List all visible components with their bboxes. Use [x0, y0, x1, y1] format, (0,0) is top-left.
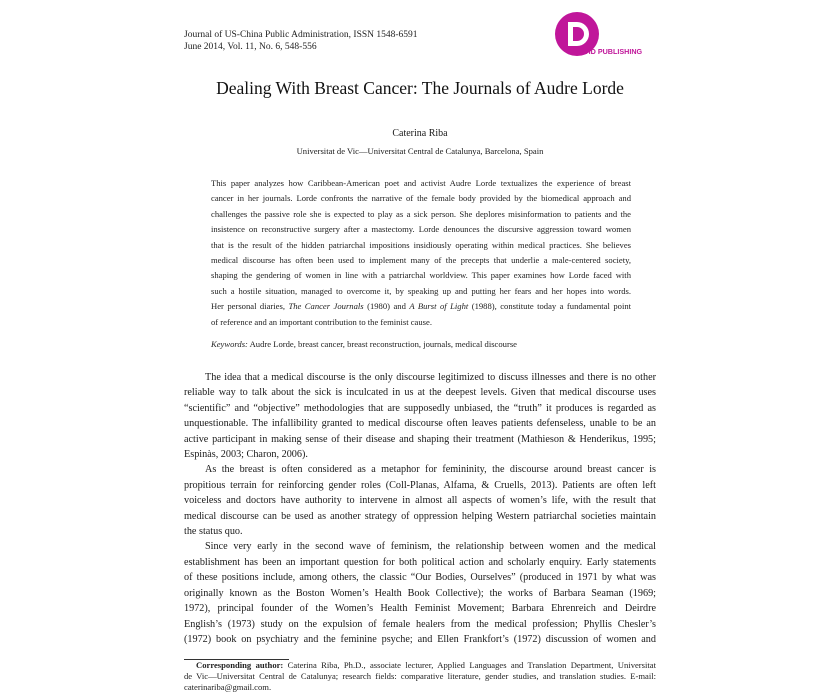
body-line: English’s (1973) study on the expulsion of female healers from the medical profession; Phyllis Chesler’s — [184, 618, 656, 630]
abstract-text: (1988), constitute today a fundamental point — [468, 301, 632, 312]
footnote-label: Corresponding author: — [196, 660, 284, 670]
body-line: establishment has been an important question for both political action and scholarly enquiry. Early statements — [184, 556, 656, 568]
body-line: As the breast is often considered as a metaphor for femininity, the discourse around breast cancer is — [205, 464, 656, 476]
keywords-label: Keywords: — [211, 339, 248, 349]
body-line: active participant in making sense of their disease and shaping their treatment (Mathieson & Henderikus, 1995; — [184, 433, 656, 445]
footnote — [184, 660, 656, 693]
abstract-line: challenges the passive role she is expected to play as a sick person. She deplores misinformation to patients and the — [211, 208, 631, 219]
abstract-line: such a hostile situation, managed to overcome it, by speaking up and putting her fears and her hopes into words. — [211, 285, 631, 296]
body-line: propitious terrain for reinforcing gender roles (Coll-Planas, Alfama, & Cruells, 2013). Patients are often left — [184, 479, 656, 491]
keywords — [211, 339, 517, 349]
journal-info — [184, 29, 418, 53]
body-line: the status quo. — [184, 526, 243, 538]
body-line: 1972), principal founder of the Women’s Health Feminist Movement; Barbara Ehrenreich and Deirdre — [184, 603, 656, 615]
body-text — [184, 370, 656, 647]
logo-text: DAVID PUBLISHING — [574, 47, 643, 56]
abstract-line — [211, 299, 631, 314]
keywords-list: Audre Lorde, breast cancer, breast reconstruction, journals, medical discourse — [247, 339, 517, 349]
body-line: Espinàs, 2003; Charon, 2006). — [184, 449, 308, 461]
book-title: The Cancer Journals — [288, 301, 364, 312]
body-line: “scientific” and “objective” methodologies that are supposedly unbiased, the “truth” it produces is regarded as — [184, 402, 656, 414]
footnote-line — [184, 660, 656, 671]
body-line: originally known as the Boston Women’s Health Book Collective); the works of Barbara Seaman (1969; — [184, 587, 656, 599]
footnote-text: Caterina Riba, Ph.D., associate lecturer, Applied Languages and Translation Department, Universitat — [283, 660, 656, 670]
author-name: Caterina Riba — [392, 128, 448, 139]
body-line: unquestionable. The infallibility granted to medical discourse often leaves patients defenseless, unable to be an — [184, 418, 656, 430]
abstract — [211, 176, 631, 330]
body-line: The idea that a medical discourse is the only discourse legitimized to discuss illnesses and there is no other — [205, 372, 656, 383]
abstract-text: (1980) and — [363, 301, 410, 312]
author-affiliation: Universitat de Vic—Universitat Central de Catalunya, Barcelona, Spain — [296, 146, 544, 156]
footnote-email: caterinariba@gmail.com. — [184, 682, 272, 692]
publisher-logo — [552, 10, 662, 62]
abstract-line: insistence on reconstructive surgery after a mastectomy. Lorde denounces the discursive aggression toward women — [211, 224, 631, 235]
body-line: of these positions include, among others, the classic “Our Bodies, Ourselves” (produced in 1971 by what was — [184, 572, 656, 584]
abstract-line: of reference and an important contribution to the feminist cause. — [211, 316, 432, 327]
paper-title: Dealing With Breast Cancer: The Journals of Audre Lorde — [216, 78, 624, 98]
footnote-line: de Vic—Universitat Central de Catalunya; research fields: comparative literature, gender studies, and translation studies. E-mail: — [184, 671, 656, 681]
abstract-line: that is the result of the hidden patriarchal impositions insidiously operating within medical practices. She believes — [211, 239, 631, 250]
journal-issue: June 2014, Vol. 11, No. 6, 548-556 — [184, 42, 317, 52]
abstract-line: shaping the gendering of women in line with a patriarchal worldview. This paper examines how Lorde faced with — [211, 270, 631, 281]
body-line: reliable way to talk about the sick is inculcated in us at the deepest levels. Given that medical discourse uses — [184, 387, 656, 399]
body-line: voiceless and doctors have authority to intervene in almost all aspects of women’s life, with the result that — [184, 495, 656, 507]
abstract-text: Her personal diaries, — [211, 301, 289, 312]
book-title: A Burst of Light — [409, 301, 469, 312]
abstract-line: cancer in her journals. Lorde confronts the narrative of the female body provided by the biomedical approach and — [211, 193, 631, 204]
body-line: medical discourse can be used as another strategy of oppression helping Western patriarchal societies maintain — [184, 510, 656, 522]
abstract-line: medical discourse has often been used to implement many of the precepts that underlie a male-centered society, — [211, 255, 631, 266]
abstract-line: This paper analyzes how Caribbean-American poet and activist Audre Lorde textualizes the experience of breast — [211, 178, 631, 188]
journal-citation: Journal of US-China Public Administration, ISSN 1548-6591 — [184, 30, 418, 40]
body-line: Since very early in the second wave of feminism, the relationship between women and the medical — [205, 541, 656, 553]
body-line: (1972) book on psychiatry and the feminine psyche; and Ellen Frankfort’s (1972) discussion of women and — [184, 633, 656, 645]
